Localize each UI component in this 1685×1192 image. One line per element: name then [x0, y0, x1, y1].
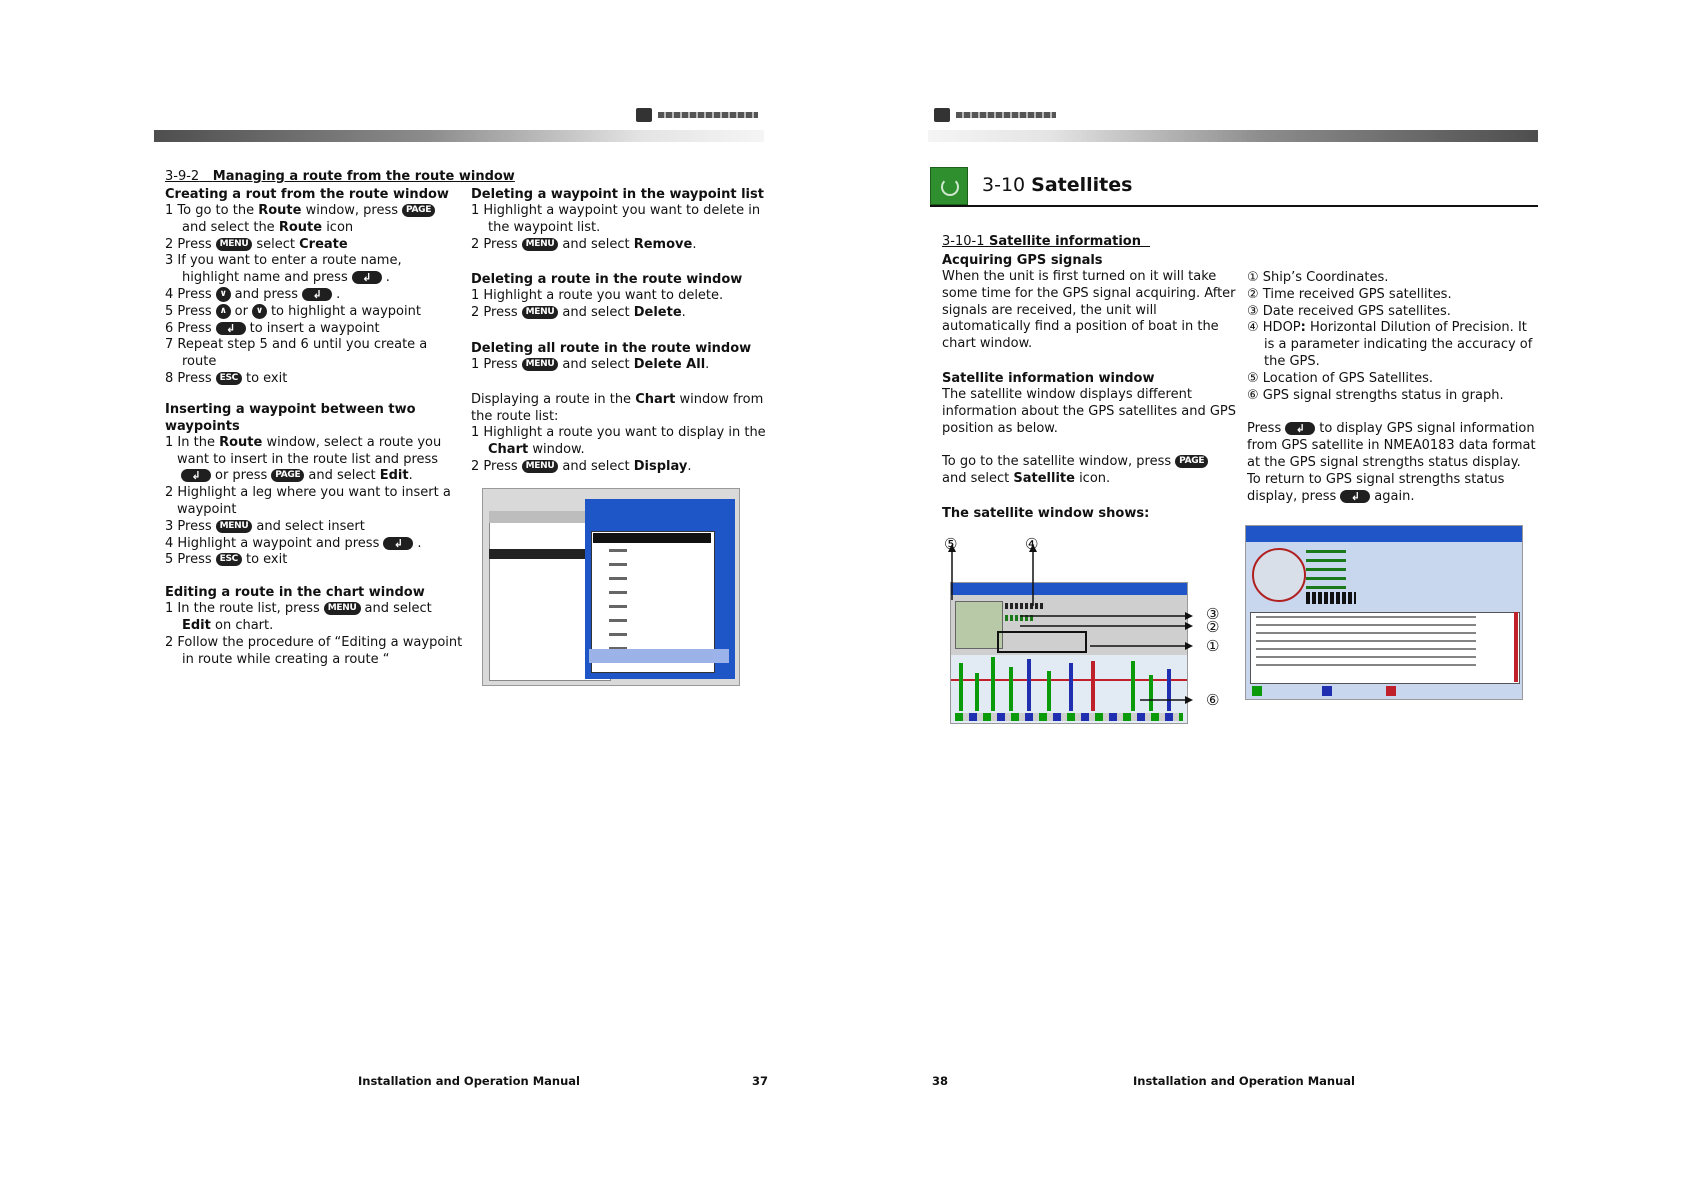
heading-acquiring: Acquiring GPS signals	[942, 253, 1103, 268]
step: 1 Press MENU and select Delete All.	[471, 356, 710, 372]
section-rule	[930, 205, 1538, 207]
footer-manual-title: Installation and Operation Manual	[1133, 1074, 1355, 1088]
enter-key-icon: ↲	[216, 322, 246, 335]
heading-window-shows: The satellite window shows:	[942, 505, 1150, 521]
step: 4 Highlight a waypoint and press ↲ .	[165, 535, 422, 551]
paragraph: information about the GPS satellites and GPS	[942, 403, 1236, 419]
legend-item: ③ Date received GPS satellites.	[1247, 303, 1451, 319]
enter-key-icon: ↲	[302, 288, 332, 301]
step: and select the Route icon	[182, 219, 354, 235]
down-key-icon: ∨	[216, 287, 231, 302]
step: 2 Press MENU and select Display.	[471, 458, 692, 474]
heading-inserting-waypoint: Inserting a waypoint between two	[165, 401, 416, 417]
satellite-icon	[930, 167, 968, 205]
right-col-1	[942, 252, 1236, 522]
heading-editing-route: Editing a route in the chart window	[165, 585, 425, 601]
down-key-icon: ∨	[252, 304, 267, 319]
page-number: 38	[932, 1074, 949, 1088]
heading-creating-route: Creating a rout from the route window	[165, 187, 449, 202]
callout-5: ⑤	[944, 535, 958, 553]
esc-key-icon: ESC	[216, 372, 242, 385]
nmea-window-screenshot	[1245, 525, 1523, 700]
heading-satellite-window: Satellite information window	[942, 370, 1155, 386]
heading-inserting-waypoint-2: waypoints	[165, 418, 240, 434]
step: 2 Highlight a leg where you want to insert a	[165, 485, 451, 501]
sub-heading: 3-10-1 Satellite information	[942, 234, 1141, 249]
callout-4: ④	[1025, 535, 1039, 553]
step: 2 Press MENU and select Remove.	[471, 236, 697, 252]
paragraph: Press ↲ to display GPS signal information	[1247, 421, 1535, 437]
menu-key-icon: MENU	[522, 460, 559, 473]
paragraph: the route list:	[471, 408, 559, 424]
step: Edit on chart.	[182, 617, 274, 633]
legend-item: ⑤ Location of GPS Satellites.	[1247, 370, 1434, 386]
menu-key-icon: MENU	[216, 520, 253, 533]
step: 1 In the route list, press MENU and select	[165, 601, 432, 617]
legend-item: ② Time received GPS satellites.	[1247, 286, 1452, 302]
menu-key-icon: MENU	[216, 238, 253, 251]
enter-key-icon: ↲	[181, 469, 211, 482]
step: 3 Press MENU and select insert	[165, 518, 365, 534]
page-key-icon: PAGE	[1175, 455, 1208, 468]
callout-6: ⑥	[1206, 691, 1220, 709]
step: 2 Press MENU and select Delete.	[471, 305, 686, 321]
step: 7 Repeat step 5 and 6 until you create a	[165, 337, 428, 353]
paragraph: The satellite window displays different	[942, 386, 1192, 402]
step: 3 If you want to enter a route name,	[165, 253, 402, 269]
step: 1 Highlight a route you want to display in the	[471, 425, 766, 441]
step: highlight name and press ↲ .	[182, 270, 390, 286]
step: 2 Press MENU select Create	[165, 236, 348, 252]
legend-item: ④ HDOP: Horizontal Dilution of Precision. It	[1247, 320, 1527, 336]
legend-item: the GPS.	[1264, 353, 1320, 369]
callout-lines	[940, 540, 1200, 740]
step: waypoint	[177, 501, 237, 517]
step: 6 Press ↲ to insert a waypoint	[165, 320, 380, 336]
paragraph: and select Satellite icon.	[942, 471, 1111, 487]
step: route	[182, 354, 217, 370]
page-key-icon: PAGE	[402, 204, 435, 217]
step: 4 Press ∨ and press ↲ .	[165, 286, 341, 302]
page-number: 37	[752, 1074, 769, 1088]
step: 2 Follow the procedure of “Editing a waypoint	[165, 634, 463, 650]
paragraph: signals are received, the unit will	[942, 302, 1157, 318]
paragraph: some time for the GPS signal acquiring. After	[942, 285, 1236, 301]
section-title: 3-10 Satellites	[982, 174, 1133, 196]
left-col-2	[471, 186, 766, 476]
enter-key-icon: ↲	[352, 271, 382, 284]
page-key-icon: PAGE	[271, 469, 304, 482]
enter-key-icon: ↲	[1340, 490, 1370, 503]
left-col-1	[165, 186, 462, 668]
menu-key-icon: MENU	[522, 306, 559, 319]
legend-item: is a parameter indicating the accuracy of	[1264, 337, 1533, 353]
up-key-icon: ∧	[216, 304, 231, 319]
step: 8 Press ESC to exit	[165, 370, 288, 386]
brand-logo	[636, 106, 766, 124]
callout-3: ③	[1206, 605, 1220, 623]
step: ↲ or press PAGE and select Edit.	[165, 468, 462, 485]
paragraph: at the GPS signal strengths status display.	[1247, 454, 1521, 470]
paragraph: Displaying a route in the Chart window from	[471, 391, 764, 407]
step: want to insert in the route list and press	[177, 451, 439, 467]
callout-2: ②	[1206, 618, 1220, 636]
menu-key-icon: MENU	[324, 602, 361, 615]
menu-key-icon: MENU	[522, 238, 559, 251]
heading-deleting-waypoint: Deleting a waypoint in the waypoint list	[471, 187, 764, 202]
step: 1 Highlight a waypoint you want to delete in	[471, 203, 761, 218]
footer-manual-title: Installation and Operation Manual	[358, 1074, 580, 1088]
paragraph: position as below.	[942, 420, 1058, 436]
legend-item: ① Ship’s Coordinates.	[1247, 270, 1389, 285]
step: in route while creating a route “	[182, 651, 390, 667]
header-bar	[928, 130, 1538, 142]
route-window-screenshot	[482, 488, 740, 686]
step: 1 To go to the Route window, press PAGE	[165, 203, 462, 220]
legend-item: ⑥ GPS signal strengths status in graph.	[1247, 387, 1504, 403]
right-col-2	[1247, 270, 1536, 505]
paragraph: chart window.	[942, 336, 1033, 352]
paragraph: To return to GPS signal strengths status	[1247, 471, 1505, 487]
enter-key-icon: ↲	[383, 537, 413, 550]
paragraph: display, press ↲ again.	[1247, 488, 1415, 504]
step: Chart window.	[488, 442, 585, 458]
header-bar	[154, 130, 764, 142]
step: 1 Highlight a route you want to delete.	[471, 288, 724, 304]
menu-key-icon: MENU	[522, 358, 559, 371]
brand-logo	[934, 106, 1064, 124]
step: 1 In the Route window, select a route you	[165, 434, 442, 450]
paragraph: To go to the satellite window, press PAGE	[942, 454, 1236, 471]
step: 5 Press ∧ or ∨ to highlight a waypoint	[165, 303, 421, 319]
paragraph: from GPS satellite in NMEA0183 data format	[1247, 438, 1536, 454]
section-heading: 3-9-2 Managing a route from the route window	[165, 169, 515, 184]
callout-1: ①	[1206, 637, 1220, 655]
step: the waypoint list.	[488, 219, 601, 235]
paragraph: When the unit is first turned on it will take	[942, 269, 1217, 284]
heading-deleting-route: Deleting a route in the route window	[471, 272, 743, 288]
enter-key-icon: ↲	[1285, 422, 1315, 435]
heading-deleting-all-routes: Deleting all route in the route window	[471, 340, 752, 356]
step: 5 Press ESC to exit	[165, 552, 288, 568]
paragraph: automatically find a position of boat in the	[942, 319, 1219, 335]
esc-key-icon: ESC	[216, 553, 242, 566]
